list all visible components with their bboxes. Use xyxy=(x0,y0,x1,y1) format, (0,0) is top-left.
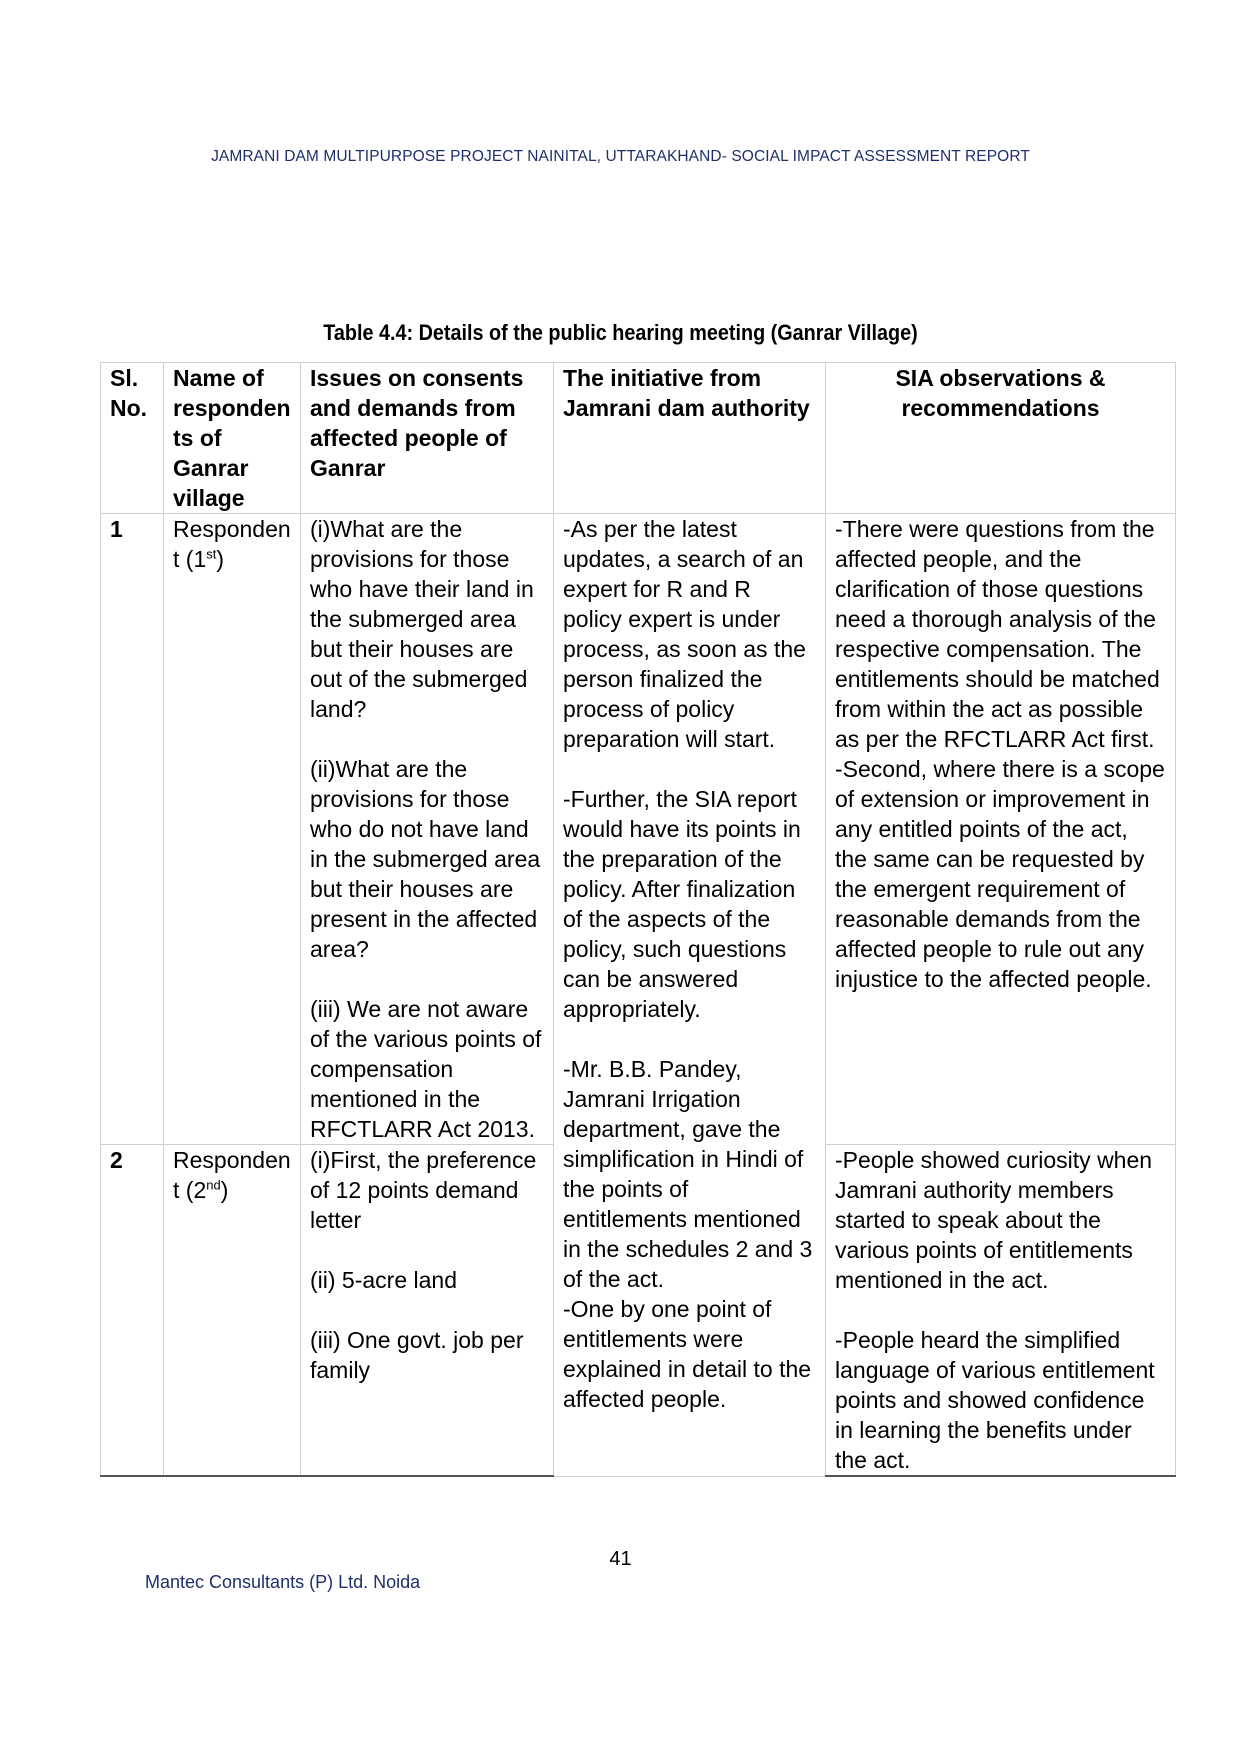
initiative-item: -Further, the SIA report would have its points in the preparation of the policy. After finalization of the aspects of the policy, such questions can be answered appropriately. xyxy=(563,786,801,1022)
footer-company: Mantec Consultants (P) Ltd. Noida xyxy=(145,1572,421,1592)
initiative-item: -One by one point of entitlements were explained in detail to the affected people. xyxy=(563,1296,812,1412)
issues-cell xyxy=(301,514,554,1145)
sl-no-cell: 2 xyxy=(101,1145,164,1477)
observation-item: -People heard the simplified language of various entitlement points and showed confidence in learning the benefits under the act. xyxy=(835,1327,1155,1473)
initiative-item: -As per the latest updates, a search of an expert for R and R policy expert is under process, as soon as the person finalized the process of policy preparation will start. xyxy=(563,516,806,752)
table-row xyxy=(101,514,1176,1145)
issues-cell xyxy=(301,1145,554,1477)
initiative-item: -Mr. B.B. Pandey, Jamrani Irrigation department, gave the simplification in Hindi of the points of entitlements mentioned in the schedules 2 and 3 of the act. xyxy=(563,1056,813,1292)
public-hearing-table xyxy=(100,362,1176,1477)
issue-item: (iii) We are not aware of the various points of compensation mentioned in the RFCTLARR Act 2013. xyxy=(310,996,542,1142)
observation-item: -Second, where there is a scope of extension or improvement in any entitled points of the act, the same can be requested by the emergent requirement of reasonable demands from the affected people to rule out any injustice to the affected people. xyxy=(835,756,1165,992)
respondent-cell: Responden t (1st) xyxy=(164,514,301,1145)
col-header-issues: Issues on consents and demands from affected people of Ganrar xyxy=(301,363,554,514)
issue-item: (ii) 5-acre land xyxy=(310,1267,457,1293)
initiative-cell xyxy=(554,514,826,1477)
issue-item: (i)First, the preference of 12 points demand letter xyxy=(310,1147,537,1233)
page-number: 41 xyxy=(609,1548,632,1570)
col-header-respondent-name: Name of responden ts of Ganrar village xyxy=(164,363,301,514)
table-header-row xyxy=(101,363,1176,514)
issue-item: (ii)What are the provisions for those who do not have land in the submerged area but their houses are present in the affected area? xyxy=(310,756,541,962)
observation-item: -There were questions from the affected people, and the clarification of those questions need a thorough analysis of the respective compensation. The entitlements should be matched from within the act as possible as per the RFCTLARR Act first. xyxy=(835,516,1160,752)
respondent-cell: Responden t (2nd) xyxy=(164,1145,301,1477)
col-header-sl-no: Sl. No. xyxy=(101,363,164,514)
observation-item: -People showed curiosity when Jamrani authority members started to speak about the various points of entitlements mentioned in the act. xyxy=(835,1147,1153,1293)
table-caption: Table 4.4: Details of the public hearing meeting (Ganrar Village) xyxy=(323,320,918,345)
sl-no-cell: 1 xyxy=(101,514,164,1145)
running-header: JAMRANI DAM MULTIPURPOSE PROJECT NAINITAL, UTTARAKHAND- SOCIAL IMPACT ASSESSMENT REPORT xyxy=(211,148,1030,165)
col-header-initiative: The initiative from Jamrani dam authority xyxy=(554,363,826,514)
observations-cell xyxy=(826,514,1176,1145)
issue-item: (i)What are the provisions for those who have their land in the submerged area but their houses are out of the submerged land? xyxy=(310,516,534,722)
issue-item: (iii) One govt. job per family xyxy=(310,1327,524,1383)
observations-cell xyxy=(826,1145,1176,1477)
col-header-sia-observations: SIA observations & recommendations xyxy=(826,363,1176,514)
